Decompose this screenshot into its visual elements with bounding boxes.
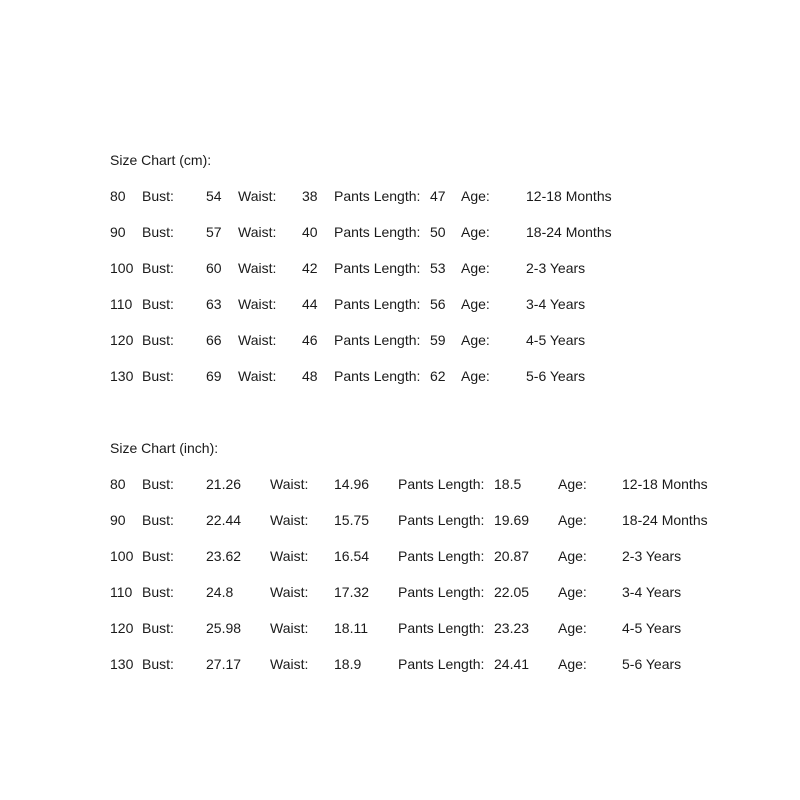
waist-label: Waist: (270, 584, 309, 600)
pants-length-value: 62 (430, 368, 446, 384)
size-cell: 80 (110, 476, 126, 492)
bust-value: 25.98 (206, 620, 242, 636)
waist-label: Waist: (238, 188, 277, 204)
age-value: 2-3 Years (526, 260, 586, 276)
waist-label: Waist: (270, 656, 309, 672)
waist-value: 48 (302, 368, 318, 384)
pants-length-label: Pants Length: (398, 656, 485, 672)
age-value: 4-5 Years (526, 332, 586, 348)
size-chart-inch-rows (110, 475, 708, 673)
age-label: Age: (558, 584, 587, 600)
table-row (110, 223, 612, 241)
size-cell: 90 (110, 224, 126, 240)
bust-value: 27.17 (206, 656, 242, 672)
age-value: 4-5 Years (622, 620, 682, 636)
table-row (110, 259, 586, 277)
age-value: 2-3 Years (622, 548, 682, 564)
size-cell: 120 (110, 620, 134, 636)
waist-label: Waist: (238, 368, 277, 384)
bust-label: Bust: (142, 584, 174, 600)
pants-length-value: 50 (430, 224, 446, 240)
table-row (110, 295, 586, 313)
size-chart-cm-rows (110, 187, 612, 385)
pants-length-label: Pants Length: (398, 620, 485, 636)
waist-value: 46 (302, 332, 318, 348)
age-value: 5-6 Years (526, 368, 586, 384)
bust-value: 23.62 (206, 548, 242, 564)
age-label: Age: (461, 332, 490, 348)
age-value: 12-18 Months (526, 188, 612, 204)
table-row (110, 511, 708, 529)
size-cell: 110 (110, 584, 133, 600)
waist-label: Waist: (270, 512, 309, 528)
bust-label: Bust: (142, 512, 174, 528)
table-row (110, 187, 612, 205)
bust-value: 60 (206, 260, 222, 276)
bust-value: 63 (206, 296, 222, 312)
waist-value: 15.75 (334, 512, 370, 528)
pants-length-value: 18.5 (494, 476, 522, 492)
age-value: 18-24 Months (526, 224, 612, 240)
age-label: Age: (461, 224, 490, 240)
age-label: Age: (461, 368, 490, 384)
size-cell: 110 (110, 296, 133, 312)
waist-label: Waist: (238, 296, 277, 312)
waist-value: 18.11 (334, 620, 368, 636)
pants-length-value: 24.41 (494, 656, 530, 672)
size-cell: 120 (110, 332, 134, 348)
pants-length-label: Pants Length: (334, 332, 421, 348)
bust-label: Bust: (142, 260, 174, 276)
waist-label: Waist: (270, 620, 309, 636)
table-row (110, 367, 586, 385)
age-label: Age: (558, 512, 587, 528)
bust-value: 54 (206, 188, 222, 204)
bust-label: Bust: (142, 296, 174, 312)
waist-value: 14.96 (334, 476, 370, 492)
table-row (110, 655, 682, 673)
size-cell: 90 (110, 512, 126, 528)
pants-length-label: Pants Length: (334, 188, 421, 204)
pants-length-value: 19.69 (494, 512, 530, 528)
table-row (110, 619, 682, 637)
bust-label: Bust: (142, 188, 174, 204)
size-chart-inch-title: Size Chart (inch): (110, 440, 219, 456)
size-cell: 100 (110, 548, 134, 564)
age-value: 3-4 Years (526, 296, 586, 312)
table-row (110, 475, 708, 493)
table-row (110, 331, 586, 349)
size-cell: 80 (110, 188, 126, 204)
bust-value: 69 (206, 368, 222, 384)
bust-label: Bust: (142, 332, 174, 348)
bust-value: 66 (206, 332, 222, 348)
pants-length-label: Pants Length: (398, 584, 485, 600)
pants-length-label: Pants Length: (334, 368, 421, 384)
bust-label: Bust: (142, 368, 174, 384)
waist-value: 16.54 (334, 548, 370, 564)
age-label: Age: (558, 476, 587, 492)
pants-length-label: Pants Length: (398, 548, 485, 564)
age-value: 12-18 Months (622, 476, 708, 492)
pants-length-value: 47 (430, 188, 446, 204)
waist-label: Waist: (270, 548, 309, 564)
pants-length-value: 59 (430, 332, 446, 348)
bust-value: 21.26 (206, 476, 242, 492)
pants-length-label: Pants Length: (334, 260, 421, 276)
pants-length-value: 56 (430, 296, 446, 312)
bust-value: 24.8 (206, 584, 234, 600)
table-row (110, 583, 682, 601)
age-label: Age: (461, 260, 490, 276)
waist-label: Waist: (270, 476, 309, 492)
bust-value: 22.44 (206, 512, 242, 528)
pants-length-value: 20.87 (494, 548, 530, 564)
size-cell: 130 (110, 368, 134, 384)
age-value: 18-24 Months (622, 512, 708, 528)
age-value: 3-4 Years (622, 584, 682, 600)
waist-value: 42 (302, 260, 318, 276)
size-chart-inch (110, 439, 708, 691)
waist-value: 38 (302, 188, 318, 204)
pants-length-label: Pants Length: (398, 476, 485, 492)
waist-label: Waist: (238, 260, 277, 276)
size-chart-cm-title: Size Chart (cm): (110, 152, 212, 168)
pants-length-label: Pants Length: (398, 512, 485, 528)
size-cell: 130 (110, 656, 134, 672)
waist-value: 17.32 (334, 584, 370, 600)
age-value: 5-6 Years (622, 656, 682, 672)
waist-value: 44 (302, 296, 318, 312)
age-label: Age: (558, 656, 587, 672)
bust-label: Bust: (142, 620, 174, 636)
size-chart-cm (110, 151, 612, 403)
waist-value: 40 (302, 224, 318, 240)
age-label: Age: (558, 548, 587, 564)
bust-label: Bust: (142, 224, 174, 240)
pants-length-value: 53 (430, 260, 446, 276)
age-label: Age: (461, 188, 490, 204)
age-label: Age: (461, 296, 490, 312)
pants-length-value: 22.05 (494, 584, 530, 600)
bust-label: Bust: (142, 476, 174, 492)
size-cell: 100 (110, 260, 134, 276)
table-row (110, 547, 682, 565)
waist-label: Waist: (238, 224, 277, 240)
bust-label: Bust: (142, 548, 174, 564)
bust-label: Bust: (142, 656, 174, 672)
waist-value: 18.9 (334, 656, 362, 672)
bust-value: 57 (206, 224, 222, 240)
pants-length-label: Pants Length: (334, 296, 421, 312)
age-label: Age: (558, 620, 587, 636)
pants-length-label: Pants Length: (334, 224, 421, 240)
waist-label: Waist: (238, 332, 277, 348)
pants-length-value: 23.23 (494, 620, 530, 636)
